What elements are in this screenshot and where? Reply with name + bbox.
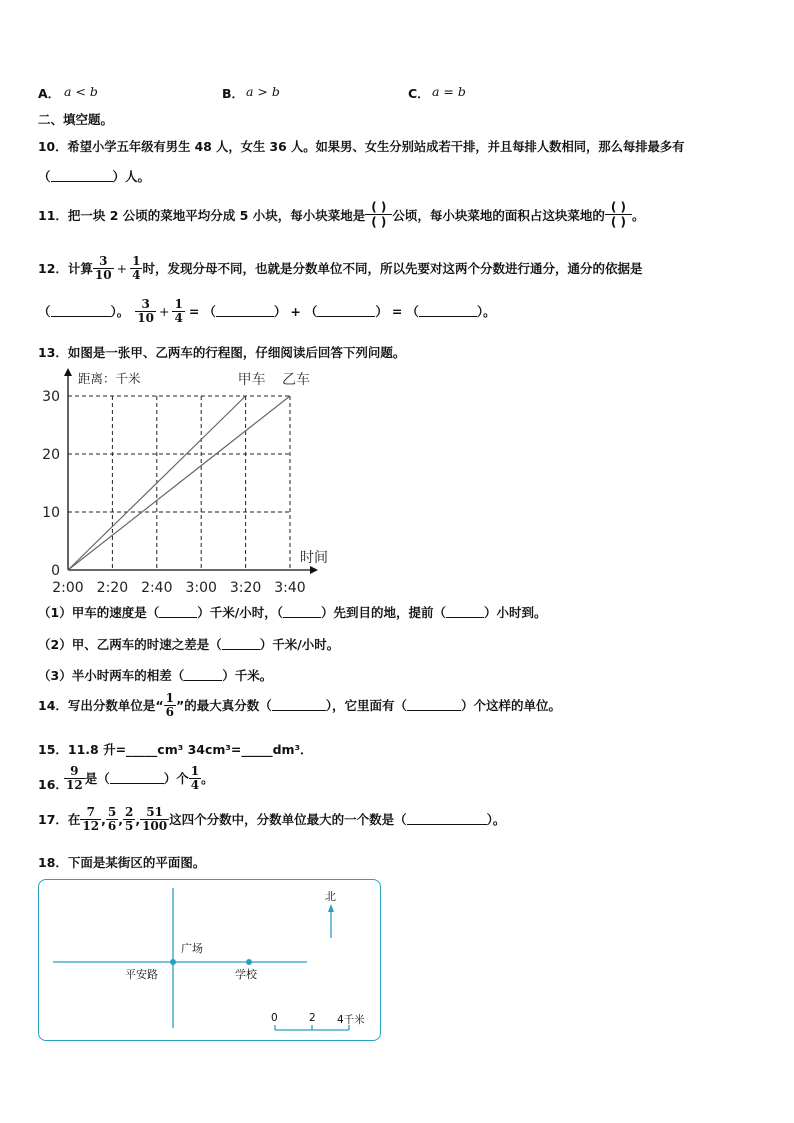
option-c-label: C． (408, 86, 430, 101)
q12-paren-open-2: （ (203, 304, 216, 320)
q11-end: 。 (632, 207, 645, 223)
q17-frac-3: $\frac{2}{5}$ (124, 805, 134, 833)
series-line-1 (68, 396, 290, 570)
q14-blank2[interactable] (407, 699, 461, 711)
q17-frac-2: $\frac{5}{6}$ (107, 805, 117, 833)
q11-line (38, 200, 645, 230)
q13-sub3-blank[interactable] (184, 669, 222, 681)
q12-blank-3[interactable] (317, 305, 375, 317)
option-c-expr: a = b (432, 84, 466, 99)
q15-line: 15．11.8 升=_____cm³ 34cm³=_____dm³． (38, 742, 313, 757)
x-tick-label-5: 3:40 (274, 580, 306, 596)
q16-text2: ）个 (163, 771, 189, 787)
x-tick-label-0: 2:00 (52, 580, 84, 596)
q11-answer1-den: ( ) (371, 215, 387, 230)
q17-text: 这四个分数中，分数单位最大的一个数是（ (169, 812, 407, 828)
scale-label-2: 2 (309, 1012, 316, 1024)
scale-label-0: 0 (271, 1012, 278, 1024)
travel-chart (30, 362, 350, 598)
chart-labels (42, 371, 328, 596)
x-axis-label: 时间 (300, 550, 328, 566)
y-tick-label-20: 20 (42, 447, 60, 463)
q17-frac-1: $\frac{7}{12}$ (82, 805, 100, 833)
y-tick-label-30: 30 (42, 389, 60, 405)
q13-title: 13．如图是一张甲、乙两车的行程图，仔细阅读后回答下列问题。 (38, 345, 406, 360)
q14-blank1[interactable] (272, 699, 326, 711)
q14-line (38, 692, 561, 718)
q16-frac2: $\frac{1}{4}$ (190, 764, 200, 792)
q10-answer-blank[interactable] (51, 170, 113, 182)
q16-text1: 是（ (84, 771, 110, 787)
q12-pre: 12．计算 (38, 261, 93, 277)
x-tick-label-3: 3:00 (185, 580, 217, 596)
option-a-expr: a < b (64, 84, 98, 99)
q17-end: ）。 (486, 812, 506, 828)
q12-equals-2: = (391, 303, 403, 319)
q12-paren-close: ）。 (110, 304, 130, 320)
q13-sub2-text-a: （2）甲、乙两车的时速之差是（ (38, 637, 222, 652)
q13-sub1-text-d: ）小时到。 (484, 605, 547, 620)
q17-blank[interactable] (407, 813, 487, 825)
q12-text: 时，发现分母不同，也就是分数单位不同，所以先要对这两个分数进行通分，通分的依据是 (142, 261, 643, 277)
q12-frac2-repeat: $\frac{1}{4}$ (174, 297, 183, 325)
q12-frac1-repeat: $\frac{3}{10}$ (137, 297, 154, 325)
q12-end: ）。 (476, 304, 496, 320)
y-axis-label: 距离：千米 (78, 371, 141, 386)
q14-mid: ”的最大真分数（ (175, 698, 272, 714)
q13-sub1-text-a: （1）甲车的速度是（ (38, 605, 160, 620)
scale-label-4km: 4千米 (337, 1014, 365, 1026)
x-tick-label-2: 2:40 (141, 580, 173, 596)
q12-blank-4[interactable] (419, 305, 477, 317)
y-axis-arrow-icon (64, 368, 72, 376)
q12-frac2: $\frac{1}{4}$ (132, 254, 141, 282)
q11-answer2-den: ( ) (610, 215, 627, 230)
x-tick-label-4: 3:20 (229, 580, 262, 596)
section-title: 二、填空题。 (38, 112, 114, 127)
q13-sub1-text-c: ）先到目的地，提前（ (321, 605, 447, 620)
x-tick-label-1: 2:20 (96, 580, 129, 596)
q12-paren-close-2: ） (273, 304, 287, 320)
y-tick-label-0: 0 (51, 563, 60, 579)
north-arrow-icon (328, 904, 334, 912)
q10-paren-close: ）人。 (112, 169, 151, 184)
q17-line (38, 806, 505, 832)
x-axis-arrow-icon (310, 566, 318, 574)
q12-equals-1: = (188, 303, 200, 319)
square-point (170, 959, 176, 965)
q12-plus-2: + (158, 303, 170, 319)
q12-line1 (38, 255, 642, 281)
q12-paren-open-4: （ (406, 304, 419, 320)
q13-sub1-text-b: ）千米/小时，（ (197, 605, 284, 620)
q13-sub1-blank3[interactable] (446, 606, 484, 618)
q13-sub2-blank[interactable] (222, 638, 260, 650)
q12-blank-2[interactable] (216, 305, 274, 317)
q12-plus: + (116, 260, 128, 276)
q13-sub1 (38, 603, 547, 621)
q16-number: 16． (38, 777, 68, 792)
chart-series (68, 396, 290, 570)
option-b-expr: a > b (246, 84, 280, 99)
q12-paren-open-3: （ (304, 304, 318, 320)
school-label: 学校 (235, 968, 257, 981)
q11-text2: 公顷，每小块菜地的面积占这块菜地的 (392, 207, 605, 223)
school-point (246, 959, 252, 965)
q13-sub1-blank1[interactable] (159, 606, 197, 618)
street-map-drawing (39, 880, 382, 1042)
q11-answer2-num: ( ) (605, 200, 632, 215)
north-label: 北 (325, 890, 336, 903)
q11-answer1-num: ( ) (365, 200, 392, 215)
q10-line2 (38, 167, 150, 185)
q14-end: ）个这样的单位。 (460, 698, 561, 714)
q17-sep-2: , (118, 811, 123, 827)
q18-title: 18．下面是某街区的平面图。 (38, 855, 206, 870)
q10-line1: 10．希望小学五年级有男生 48 人，女生 36 人。如果男、女生分别站成若干排，并且每排人数相同，那么每排最多有 (38, 140, 685, 154)
q11-answer1-fraction[interactable] (365, 200, 392, 230)
q14-frac: $\frac{1}{6}$ (165, 691, 174, 719)
q13-sub3 (38, 666, 272, 684)
q17-sep-3: , (135, 811, 141, 827)
q16-end: 。 (201, 771, 214, 787)
square-label: 广场 (181, 942, 203, 955)
street-map (38, 879, 381, 1041)
series-label-1: 乙车 (282, 372, 310, 388)
option-b-label: B． (222, 86, 245, 101)
q11-answer2-fraction[interactable] (605, 200, 632, 230)
q16-blank[interactable] (110, 772, 164, 784)
q12-basis-blank[interactable] (51, 305, 111, 317)
q13-sub2 (38, 635, 339, 653)
q16-frac1: $\frac{9}{12}$ (66, 764, 83, 792)
series-label-0: 甲车 (237, 372, 266, 388)
q12-frac1: $\frac{3}{10}$ (94, 254, 112, 282)
q12-paren-close-3: ） (375, 304, 388, 320)
q17-frac-4: $\frac{51}{100}$ (142, 805, 168, 833)
y-tick-label-10: 10 (42, 505, 60, 521)
road-label: 平安路 (125, 968, 158, 981)
q13-sub3-text-a: （3）半小时两车的相差（ (38, 668, 185, 683)
q17-sep-1: , (101, 811, 106, 827)
q17-pre: 17．在 (38, 812, 81, 828)
q14-pre: 14．写出分数单位是“ (38, 698, 164, 714)
q12-plus-3: + (290, 303, 301, 319)
option-a-label: A． (38, 86, 61, 101)
q14-mid2: ），它里面有（ (325, 698, 407, 714)
q13-sub3-text-b: ）千米。 (222, 668, 273, 683)
q12-line2 (38, 298, 496, 324)
q11-text1: 11．把一块 2 公顷的菜地平均分成 5 小块，每小块菜地是 (38, 207, 366, 223)
q12-paren-open: （ (38, 304, 51, 320)
q13-sub2-text-b: ）千米/小时。 (259, 637, 340, 652)
q13-sub1-blank2[interactable] (283, 606, 321, 618)
q10-paren-open: （ (38, 169, 51, 184)
